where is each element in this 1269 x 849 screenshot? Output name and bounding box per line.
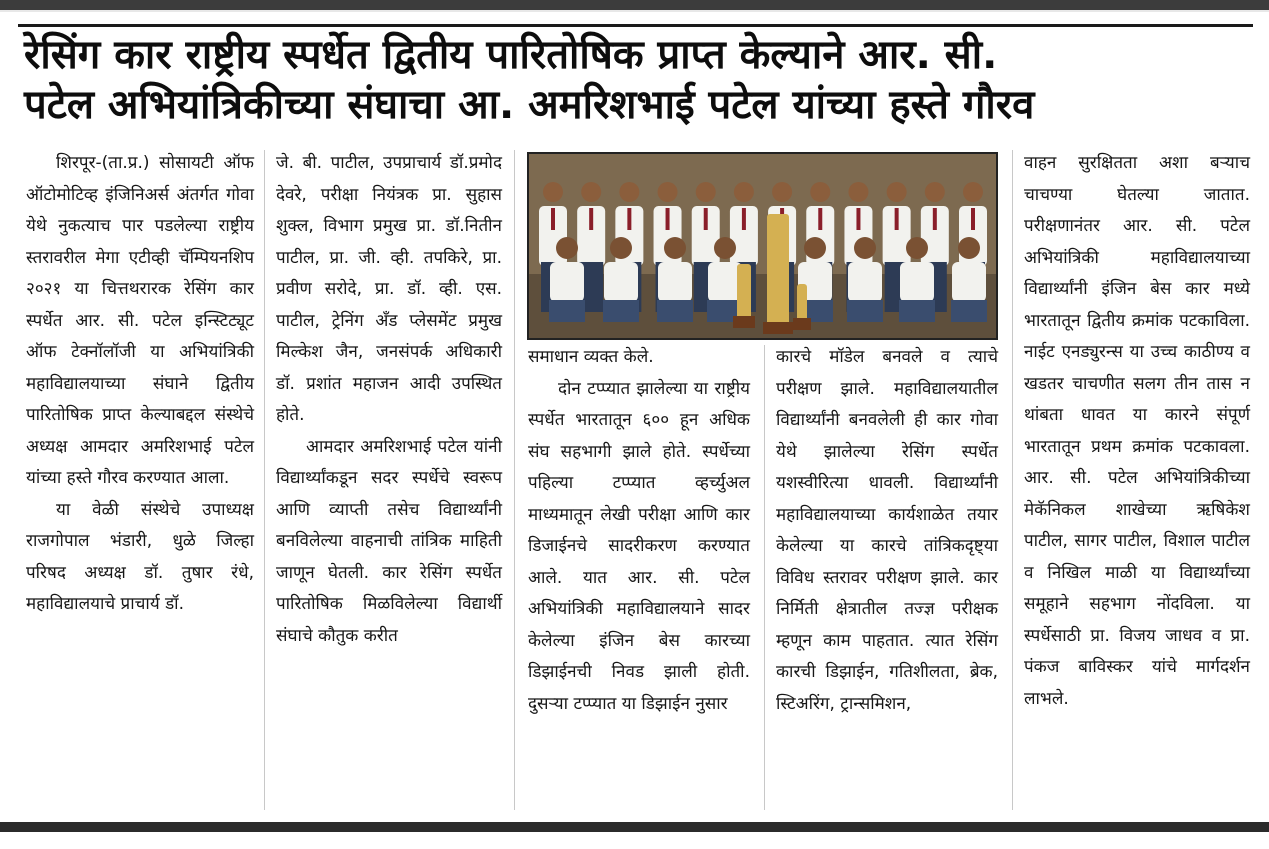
standing-person-head — [963, 182, 983, 202]
kneeling-person-head — [556, 237, 578, 259]
standing-person-head — [772, 182, 792, 202]
kneeling-person-torso — [848, 262, 882, 302]
kneeling-person-torso — [550, 262, 584, 302]
standing-person-head — [543, 182, 563, 202]
standing-person-head — [658, 182, 678, 202]
standing-person-tie — [666, 208, 670, 230]
column-divider — [764, 345, 765, 810]
trophy-base — [763, 322, 793, 334]
kneeling-person-torso — [658, 262, 692, 302]
standing-person-tie — [818, 208, 822, 230]
kneeling-person-head — [854, 237, 876, 259]
standing-person-head — [887, 182, 907, 202]
standing-person-head — [925, 182, 945, 202]
standing-person-head — [734, 182, 754, 202]
top-edge-strip — [0, 10, 1269, 12]
column-paragraph: शिरपूर-(ता.प्र.) सोसायटी ऑफ ऑटोमोटिव्ह इंजिनिअर्स अंतर्गत गोवा येथे नुकत्याच पार पडलेल्या राष्ट्रीय स्तरावरील मेगा एटीव्ही चॅम्पियनशिप २०२१ या चित्तथरारक रेसिंग कार स्पर्धेत आर. सी. पटेल इन्स्टिट्यूट ऑफ टेक्नॉलॉजी या अभियांत्रिकी महाविद्यालयाच्या संघाने द्वितीय पारितोषिक प्राप्त केल्याबद्दल संस्थेचे अध्यक्ष आमदार अमरिशभाई पटेल यांच्या हस्ते गौरव करण्यात आला. — [26, 153, 254, 488]
column-paragraph: दोन टप्प्यात झालेल्या या राष्ट्रीय स्पर्धेत भारतातून ६०० हून अधिक संघ सहभागी झाले होते. स्पर्धेच्या पहिल्या टप्प्यात व्हर्च्युअल माध्यमातून लेखी परीक्षा आणि कार डिजाईनचे सादरीकरण करण्यात आले. यात आर. सी. पटेल अभियांत्रिकी महाविद्यालयाने सादर केलेल्या इंजिन बेस कारच्या डिझाईनची निवड झाली होती. दुसऱ्या टप्प्यात या डिझाईन नुसार — [528, 378, 750, 714]
trophy-base — [793, 318, 811, 330]
headline-line-2: पटेल अभियांत्रिकीच्या संघाचा आ. अमरिशभाई पटेल यांच्या हस्ते गौरव — [24, 82, 1035, 128]
kneeling-person-torso — [900, 262, 934, 302]
standing-person-tie — [933, 208, 937, 230]
kneeling-person-torso — [952, 262, 986, 302]
team-photo — [527, 152, 998, 340]
column-paragraph: जे. बी. पाटील, उपप्राचार्य डॉ.प्रमोद देवरे, परीक्षा नियंत्रक प्रा. सुहास शुक्ल, विभाग प्रमुख प्रा. डॉ.नितीन पाटील, प्रा. जी. व्ही. तपकिरे, प्रा. प्रवीण सरोदे, प्रा. डॉ. व्ही. एस. पाटील, ट्रेनिंग अँड प्लेसमेंट प्रमुख मिल्केश जैन, जनसंपर्क अधिकारी डॉ. प्रशांत महाजन आदी उपस्थित होते. — [276, 153, 502, 425]
kneeling-person-torso — [708, 262, 742, 302]
kneeling-person-head — [664, 237, 686, 259]
trophy-base — [733, 316, 755, 328]
column-paragraph: समाधान व्यक्त केले. — [528, 347, 654, 367]
standing-person-head — [810, 182, 830, 202]
article-column-3 — [528, 342, 750, 720]
standing-person-tie — [895, 208, 899, 230]
standing-person-tie — [742, 208, 746, 230]
column-paragraph: कारचे मॉडेल बनवले व त्याचे परीक्षण झाले. महाविद्यालयातील विद्यार्थ्यांनी बनवलेली ही कार गोवा येथे झालेल्या रेसिंग स्पर्धेत यशस्वीरित्या धावली. विद्यार्थ्यांनी महाविद्यालयाच्या कार्यशाळेत तयार केलेल्या या कारचे तांत्रिकदृष्ट्या विविध स्तरावर परीक्षण झाले. कार निर्मिती क्षेत्रातील तज्ज्ञ परीक्षक म्हणून काम पाहतात. त्यात रेसिंग कारची डिझाईन, गतिशीलता, ब्रेक, स्टिअरिंग, ट्रान्समिशन, — [776, 347, 998, 714]
kneeling-person-legs — [657, 300, 693, 322]
standing-person-tie — [551, 208, 555, 230]
standing-person-tie — [971, 208, 975, 230]
kneeling-person-torso — [604, 262, 638, 302]
standing-person-tie — [589, 208, 593, 230]
kneeling-person-legs — [951, 300, 987, 322]
top-edge-bar — [0, 0, 1269, 10]
kneeling-person-legs — [603, 300, 639, 322]
standing-person-tie — [704, 208, 708, 230]
article-column-5 — [1024, 148, 1250, 715]
standing-person-head — [581, 182, 601, 202]
team-photo-illustration — [529, 154, 996, 338]
article-column-4 — [776, 342, 998, 720]
article-headline — [24, 30, 1252, 130]
kneeling-person-legs — [549, 300, 585, 322]
column-paragraph: वाहन सुरक्षितता अशा बऱ्याच चाचण्या घेतल्या जातात. परीक्षणानंतर आर. सी. पटेल अभियांत्रिकी महाविद्यालयाच्या विद्यार्थ्यांनी इंजिन बेस कार मध्ये भारतातून द्वितीय क्रमांक पटकाविला. नाईट एनड्युरन्स या उच्च काठीण्य व खडतर चाचणीत सलग तीन तास न थांबता धावत या कारने संपूर्ण भारतातून प्रथम क्रमांक पटकावला. आर. सी. पटेल अभियांत्रिकीच्या मेकॅनिकल शाखेच्या ऋषिकेश पाटील, सागर पाटील, विशाल पाटील व निखिल माळी या विद्यार्थ्यांच्या समूहाने सहभाग नोंदविला. या स्पर्धेसाठी प्रा. विजय जाधव व प्रा. पंकज बाविस्कर यांचे मार्गदर्शन लाभले. — [1024, 153, 1250, 709]
kneeling-person-head — [610, 237, 632, 259]
column-divider — [514, 150, 515, 810]
standing-person-head — [696, 182, 716, 202]
kneeling-person-legs — [847, 300, 883, 322]
standing-person-tie — [627, 208, 631, 230]
column-paragraph: या वेळी संस्थेचे उपाध्यक्ष राजगोपाल भंडारी, धुळे जिल्हा परिषद अध्यक्ष डॉ. तुषार रंधे, महाविद्यालयाचे प्राचार्य डॉ. — [26, 499, 254, 614]
kneeling-person-head — [714, 237, 736, 259]
kneeling-person-head — [804, 237, 826, 259]
headline-top-rule — [18, 24, 1253, 27]
article-column-1 — [26, 148, 254, 621]
column-divider — [264, 150, 265, 810]
column-paragraph: आमदार अमरिशभाई पटेल यांनी विद्यार्थ्यांकडून सदर स्पर्धेचे स्वरूप आणि व्याप्ती तसेच विद्यार्थ्यांनी बनविलेल्या वाहनाची तांत्रिक माहिती जाणून घेतली. कार रेसिंग स्पर्धेत पारितोषिक मिळविलेल्या विद्यार्थी संघाचे कौतुक करीत — [276, 436, 502, 646]
trophy — [767, 214, 789, 332]
bottom-edge-bar — [0, 822, 1269, 832]
standing-person-head — [848, 182, 868, 202]
kneeling-person-head — [958, 237, 980, 259]
standing-person-tie — [856, 208, 860, 230]
kneeling-person-head — [906, 237, 928, 259]
column-divider — [1012, 150, 1013, 810]
standing-person-head — [619, 182, 639, 202]
bottom-margin — [0, 832, 1269, 849]
headline-line-1: रेसिंग कार राष्ट्रीय स्पर्धेत द्वितीय पारितोषिक प्राप्त केल्याने आर. सी. — [24, 32, 998, 78]
kneeling-person-legs — [899, 300, 935, 322]
article-column-2 — [276, 148, 502, 652]
